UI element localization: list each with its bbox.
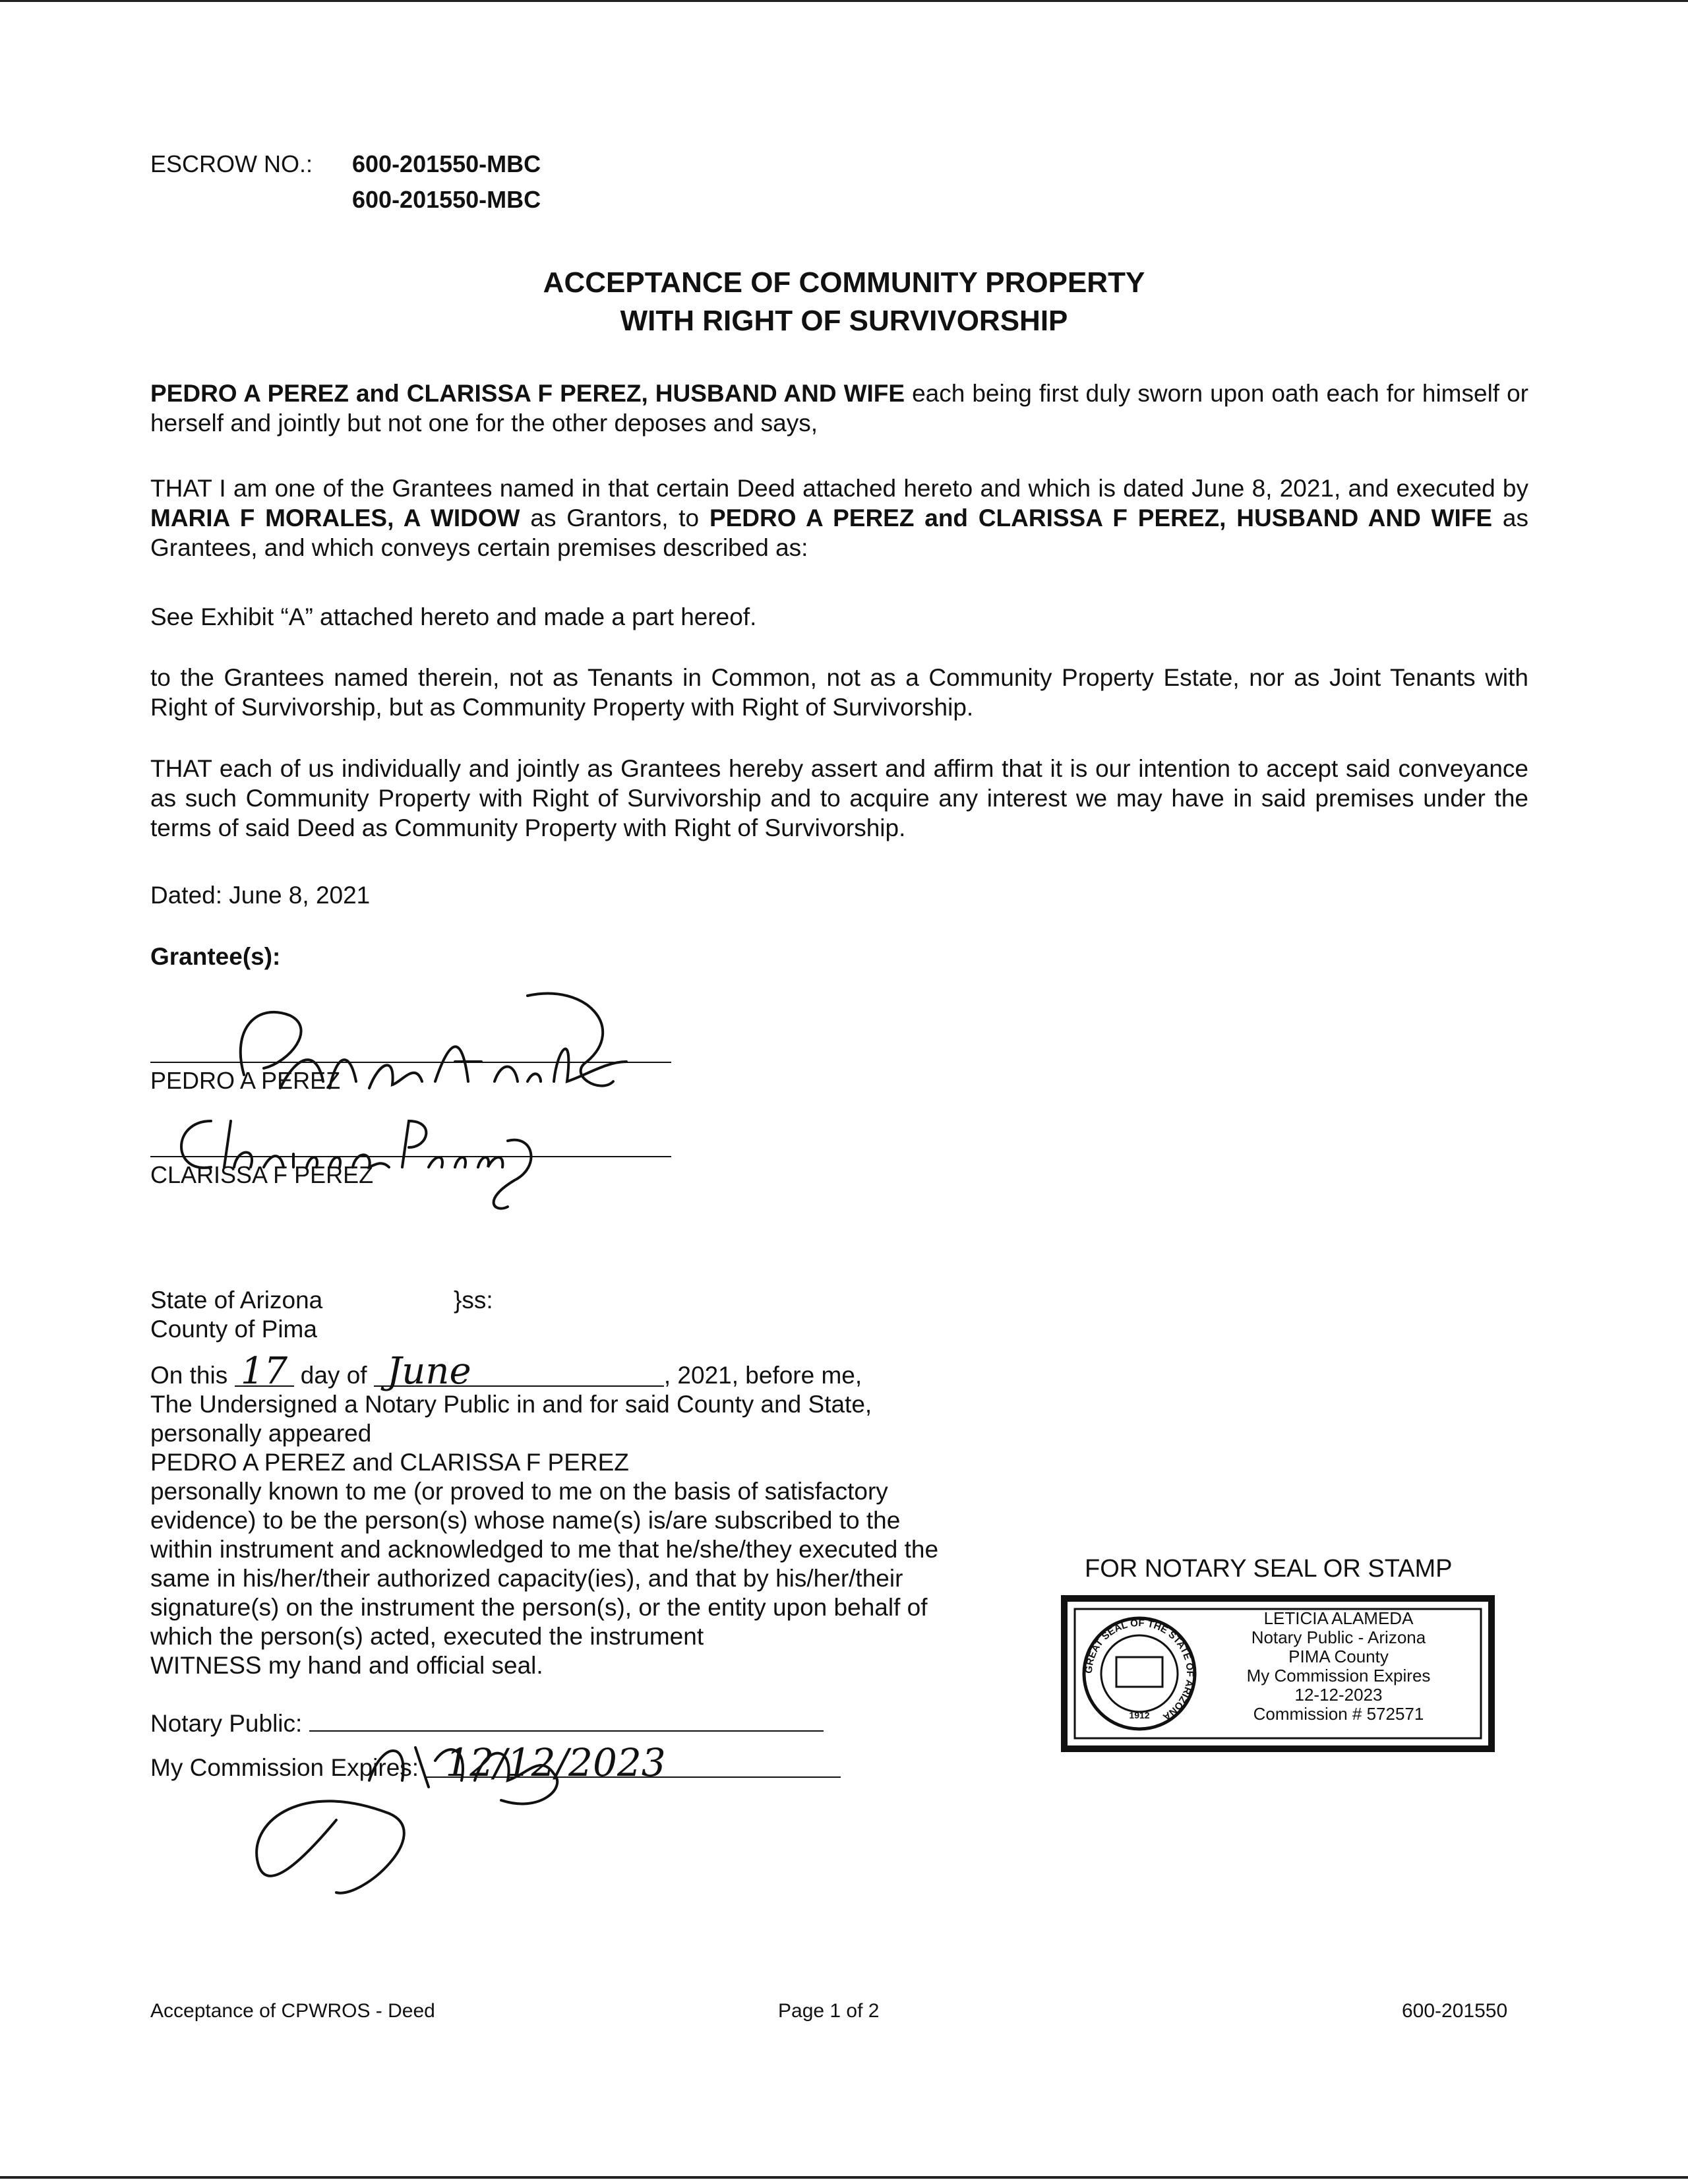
- seal-ring-year: 1912: [1129, 1710, 1150, 1720]
- deed-text-3: as Grantees, and which conveys certain premises described as:: [150, 504, 1528, 561]
- footer-left: Acceptance of CPWROS - Deed: [150, 2000, 435, 2022]
- stamp-line-2: Notary Public - Arizona: [1251, 1627, 1426, 1647]
- deed-text-1: THAT I am one of the Grantees named in that certain Deed attached hereto and which is dated June 8, 2021, and executed by: [150, 475, 1528, 502]
- dated-line: Dated: June 8, 2021: [150, 882, 371, 909]
- grantees-heading: Grantee(s):: [150, 943, 281, 970]
- notary-line-5: evidence) to be the person(s) whose name(s) is/are subscribed to the: [150, 1507, 901, 1534]
- notary-line-7: same in his/her/their authorized capacity(ies), and that by his/her/their: [150, 1565, 903, 1592]
- stamp-text: [1207, 1609, 1470, 1724]
- clarissa-signature: [165, 1095, 574, 1220]
- notary-line-10: WITNESS my hand and official seal.: [150, 1652, 543, 1679]
- escrow-number: 600-201550-MBC: [352, 150, 541, 177]
- grantor-name: MARIA F MORALES, A WIDOW: [150, 504, 520, 531]
- notary-line-3: PEDRO A PEREZ and CLARISSA F PEREZ: [150, 1449, 629, 1476]
- footer-page: Page 1 of 2: [778, 2000, 880, 2022]
- paragraph-sworn: [150, 379, 1528, 438]
- stamp-notary-name: LETICIA ALAMEDA: [1263, 1608, 1414, 1628]
- year-text: , 2021, before me,: [663, 1362, 862, 1389]
- footer-right: 600-201550: [1402, 2000, 1508, 2022]
- escrow-label: ESCROW NO.:: [150, 150, 313, 177]
- commission-value: 12/12/2023: [425, 1753, 841, 1778]
- notary-line-1: The Undersigned a Notary Public in and for said County and State,: [150, 1391, 872, 1418]
- title-line-1: ACCEPTANCE OF COMMUNITY PROPERTY: [543, 266, 1145, 299]
- commission-label: My Commission Expires:: [150, 1754, 419, 1781]
- notary-line-2: personally appeared: [150, 1420, 372, 1447]
- top-border: [0, 0, 1688, 2]
- signature-line-2: [150, 1156, 671, 1157]
- escrow-number-2: 600-201550-MBC: [352, 186, 541, 213]
- paragraph-sworn-text: each being first duly sworn upon oath each for himself or herself and jointly but not one for the other deposes and says,: [150, 380, 1528, 437]
- notary-line-9: which the person(s) acted, executed the instrument: [150, 1623, 704, 1650]
- deed-text-2: as Grantors, to: [520, 504, 709, 531]
- escrow-header: [150, 146, 541, 218]
- seal-caption: FOR NOTARY SEAL OR STAMP: [1085, 1555, 1453, 1583]
- notary-public-label: Notary Public:: [150, 1710, 303, 1737]
- on-this-label: On this: [150, 1362, 228, 1389]
- stamp-line-6: Commission # 572571: [1253, 1704, 1424, 1724]
- document-title: [0, 264, 1688, 340]
- stamp-line-3: PIMA County: [1288, 1647, 1389, 1666]
- month-value: June: [374, 1362, 664, 1387]
- notary-line-8: signature(s) on the instrument the person(s), or the entity upon behalf of: [150, 1594, 928, 1621]
- stamp-line-5: 12-12-2023: [1294, 1685, 1383, 1705]
- grantee-names: PEDRO A PEREZ and CLARISSA F PEREZ, HUSBAND AND WIFE: [709, 504, 1493, 531]
- grantee-1-name: PEDRO A PEREZ: [150, 1067, 341, 1094]
- notary-signature: [237, 1701, 607, 1912]
- paragraph-intention: THAT each of us individually and jointly as Grantees hereby assert and affirm that it is our intention to accept said conveyance as such Community Property with Right of Survivorship and to acquire any interest we may have in said premises under the terms of said Deed as Community Property with Right of Survivorship.: [150, 755, 1528, 841]
- state-line: State of Arizona: [150, 1287, 323, 1314]
- signature-line-1: [150, 1062, 671, 1063]
- seal-ring-text: GREAT SEAL OF THE STATE OF ARIZONA: [1083, 1617, 1196, 1723]
- notary-line-4: personally known to me (or proved to me on the basis of satisfactory: [150, 1478, 888, 1505]
- day-value: 17: [235, 1362, 294, 1387]
- ss-mark: }ss:: [454, 1287, 493, 1314]
- notary-line-6: within instrument and acknowledged to me that he/she/they executed the: [150, 1536, 939, 1563]
- county-line: County of Pima: [150, 1316, 317, 1343]
- paragraph-tenancy: to the Grantees named therein, not as Tenants in Common, not as a Community Property Estate, nor as Joint Tenants with Right of Survivorship, but as Community Property with Right of Survivorship.: [150, 664, 1528, 721]
- on-this-line: [150, 1350, 938, 1393]
- grantee-2-name: CLARISSA F PEREZ: [150, 1161, 374, 1188]
- day-of-label: day of: [300, 1362, 367, 1389]
- paragraph-exhibit: See Exhibit “A” attached hereto and made a part hereof.: [150, 603, 757, 630]
- parties-names: PEDRO A PEREZ and CLARISSA F PEREZ, HUSBAND AND WIFE: [150, 380, 905, 407]
- paragraph-deed: [150, 473, 1528, 562]
- bottom-border: [0, 2176, 1688, 2179]
- title-line-2: WITH RIGHT OF SURVIVORSHIP: [620, 305, 1068, 337]
- stamp-line-4: My Commission Expires: [1246, 1666, 1431, 1685]
